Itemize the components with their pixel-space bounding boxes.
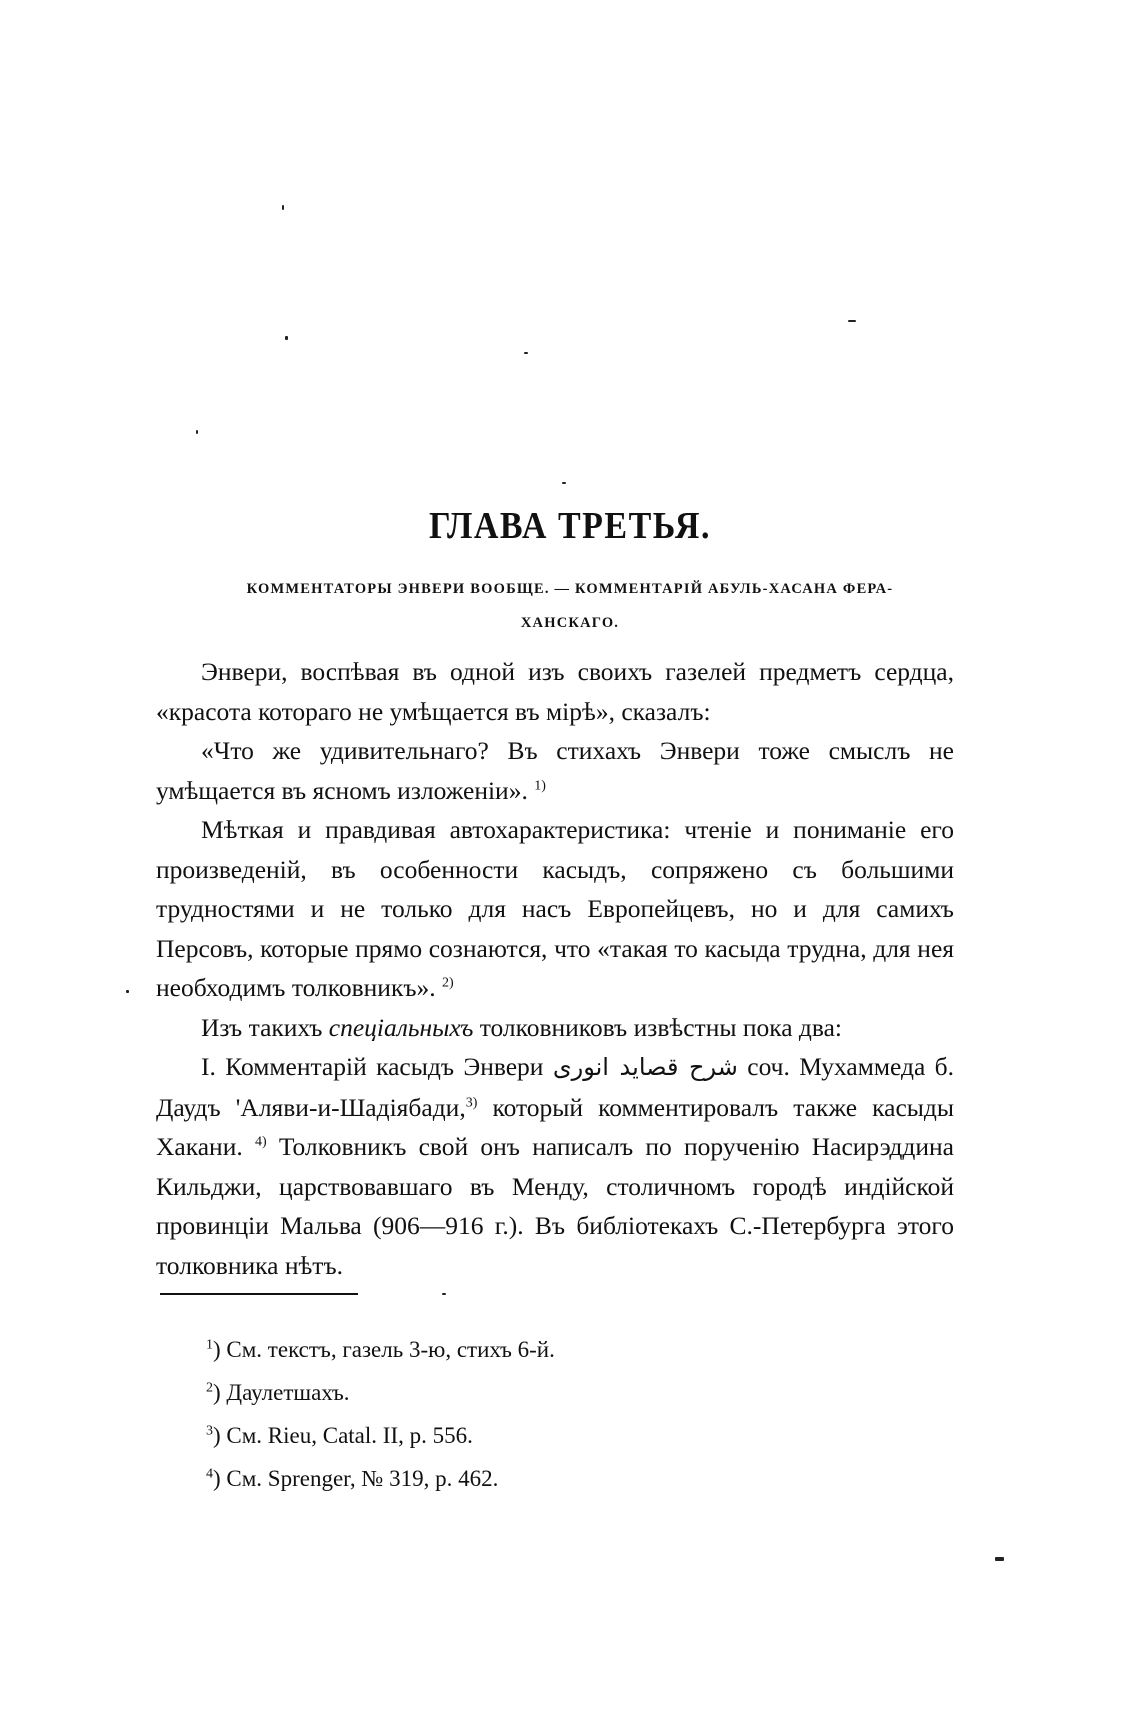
paragraph-4-end: толковниковъ извѣстны пока два: <box>473 1012 843 1042</box>
footnote-ref-2: 2) <box>442 975 454 991</box>
paragraph-2 <box>156 731 954 810</box>
footnote-mark: 4 <box>206 1466 213 1482</box>
scan-speck <box>442 1293 446 1295</box>
scan-speck <box>848 320 856 322</box>
scan-speck <box>995 1557 1004 1561</box>
chapter-title: ГЛАВА ТРЕТЬЯ. <box>428 505 711 548</box>
scan-speck <box>524 352 528 354</box>
scan-speck <box>126 990 129 993</box>
paragraph-5 <box>156 1047 954 1285</box>
footnote-ref-4: 4) <box>254 1134 267 1150</box>
footnote-text: ) См. Rieu, Catal. II, p. 556. <box>213 1423 473 1448</box>
paragraph-5-end: Толковникъ свой онъ написалъ по порученію Насирэддина Кильджи, царствовавшаго въ Менду, столичномъ городѣ индійской провинціи Мальва (906—916 г.). Въ библіотекахъ С.-Петербурга этого толковника нѣтъ. <box>156 1132 954 1280</box>
paragraph-4-start: Изъ такихъ <box>201 1012 329 1042</box>
scan-speck <box>196 430 198 434</box>
footnote-4 <box>206 1457 906 1500</box>
footnote-ref-1: 1) <box>534 778 546 793</box>
footnote-mark: 2 <box>206 1380 213 1396</box>
chapter-body <box>156 652 954 1285</box>
paragraph-3 <box>156 810 954 1008</box>
footnotes <box>206 1328 906 1500</box>
chapter-subtitle: КОММЕНТАТОРЫ ЭНВЕРИ ВООБЩЕ. — КОММЕНТАРІЙ АБУЛЬ-ХАСАНА ФЕРА-ХАНСКАГО. <box>246 581 894 631</box>
footnote-mark: 3 <box>206 1423 213 1439</box>
paragraph-1: Энвери, воспѣвая въ одной изъ своихъ газелей предметъ сердца, «красота котораго не умѣщается въ мірѣ», сказалъ: <box>156 657 954 726</box>
footnote-3 <box>206 1414 906 1457</box>
scan-speck <box>282 205 284 210</box>
footnote-text: ) См. текстъ, газель 3-ю, стихъ 6-й. <box>213 1337 555 1362</box>
scan-speck <box>285 336 288 340</box>
paragraph-3-text: Мѣткая и правдивая автохарактеристика: чтеніе и пониманіе его произведеній, въ особенности касыдъ, сопряжено съ большими трудностями и не только для насъ Европейцевъ, но и для самихъ Персовъ, которые прямо сознаются, что «такая то касыда трудна, для нея необходимъ толковникъ». <box>156 815 954 1002</box>
footnote-2 <box>206 1371 906 1414</box>
footnote-text: ) Даулетшахъ. <box>213 1380 350 1405</box>
paragraph-4 <box>156 1008 954 1048</box>
italic-term: спеціальныхъ <box>328 1012 474 1042</box>
footnote-ref-3: 3) <box>465 1095 478 1110</box>
paragraph-2-text: «Что же удивительнаго? Въ стихахъ Энвери тоже смыслъ не умѣщается въ ясномъ изложеніи». <box>156 736 954 805</box>
arabic-title: شرح قصايد انوری <box>552 1053 738 1081</box>
footnote-mark: 1 <box>206 1337 213 1353</box>
paragraph-5-start: I. Комментарій касыдъ Энвери <box>201 1052 553 1081</box>
footnote-text: ) См. Sprenger, № 319, p. 462. <box>213 1466 499 1491</box>
paragraph-5-mid: соч. Мухаммеда б. Даудъ 'Аляви-и-Шадіябади, <box>156 1052 954 1122</box>
footnote-separator <box>160 1293 358 1295</box>
scan-speck <box>562 482 566 484</box>
paragraph-5-mid2: который комментировалъ также касыды Хакани. <box>156 1092 955 1161</box>
footnote-1 <box>206 1328 906 1371</box>
